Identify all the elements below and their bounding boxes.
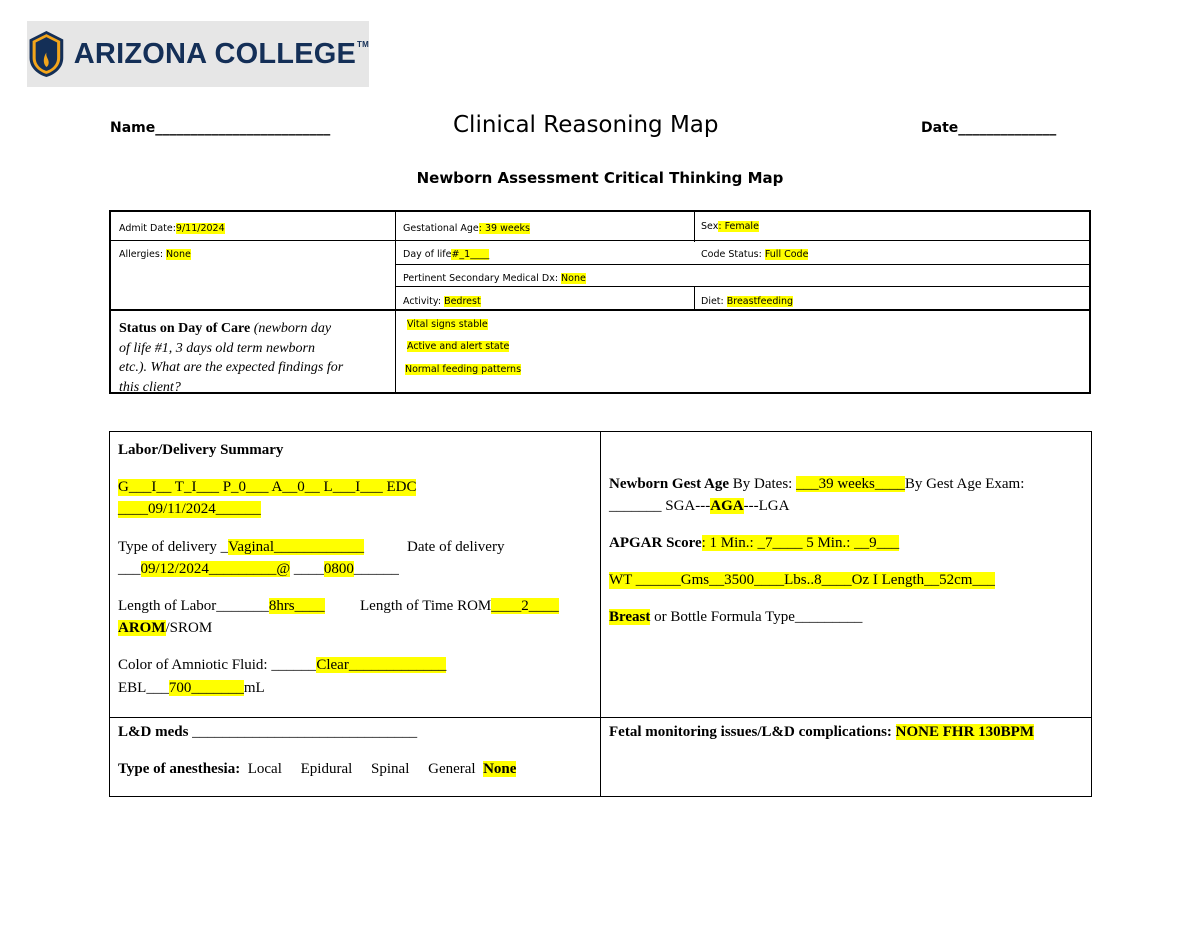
diet: Diet: Breastfeeding [701, 296, 794, 307]
code-status: Code Status: Full Code [701, 249, 809, 260]
allergies: Allergies: None [119, 249, 191, 260]
sga-aga-lga: _______ SGA---AGA---LGA [609, 498, 790, 514]
name-field: Name_________________________ [110, 120, 331, 136]
sex: Sex: Female [701, 221, 759, 232]
patient-info-table [109, 210, 1091, 394]
finding-2: Active and alert state [407, 341, 510, 352]
finding-3: Normal feeding patterns [405, 364, 522, 375]
fetal-monitoring: Fetal monitoring issues/L&D complications: NONE FHR 130BPM [609, 724, 1034, 740]
date-field: Date______________ [921, 120, 1057, 136]
labor-summary-title: Labor/Delivery Summary [118, 442, 284, 458]
delivery-type: Type of delivery _Vaginal____________ [118, 539, 364, 555]
rom-type: AROM/SROM [118, 620, 213, 636]
anesthesia-type: Type of anesthesia: Local Epidural Spinal General None [118, 761, 517, 777]
finding-1: Vital signs stable [407, 319, 488, 330]
ld-meds: L&D meds ______________________________ [118, 724, 418, 740]
page-subtitle: Newborn Assessment Critical Thinking Map [416, 169, 784, 187]
logo-wordmark: ARIZONA COLLEGE™ [73, 37, 369, 70]
arizona-college-logo [27, 21, 369, 87]
newborn-gest-age: Newborn Gest Age By Dates: ___39 weeks____By Gest Age Exam: [609, 476, 1025, 492]
feeding-type: Breast or Bottle Formula Type_________ [609, 609, 863, 625]
gtpal-line: G___I__ T_I___ P_0___ A__0__ L___I___ EDC [118, 479, 417, 495]
admit-date: Admit Date:9/11/2024 [119, 223, 225, 234]
labor-delivery-table [109, 431, 1092, 797]
amniotic-fluid: Color of Amniotic Fluid: ______Clear_____________ [118, 657, 447, 673]
gestational-age: Gestational Age: 39 weeks [403, 223, 531, 234]
apgar-score: APGAR Score: 1 Min.: _7____ 5 Min.: __9___ [609, 535, 900, 551]
status-on-day-of-care: Status on Day of Care (newborn day of life #1, 3 days old term newborn etc.). What are the expected findings for this client? [119, 321, 344, 395]
activity: Activity: Bedrest [403, 296, 481, 307]
weight-length: WT ______Gms__3500____Lbs..8____Oz I Length__52cm___ [609, 572, 995, 588]
edc-value: ____09/11/2024______ [118, 501, 261, 517]
ebl: EBL___700_______mL [118, 680, 265, 696]
page-title: Clinical Reasoning Map [453, 112, 719, 138]
delivery-date-label: Date of delivery [407, 539, 505, 555]
shield-icon [28, 23, 65, 85]
delivery-date-time: ___09/12/2024_________@ ____0800______ [118, 561, 399, 577]
secondary-dx: Pertinent Secondary Medical Dx: None [403, 273, 586, 284]
labor-length: Length of Labor_______8hrs____ [118, 598, 325, 614]
rom-length: Length of Time ROM____2____ [360, 598, 559, 614]
day-of-life: Day of life#_1____ [403, 249, 490, 260]
